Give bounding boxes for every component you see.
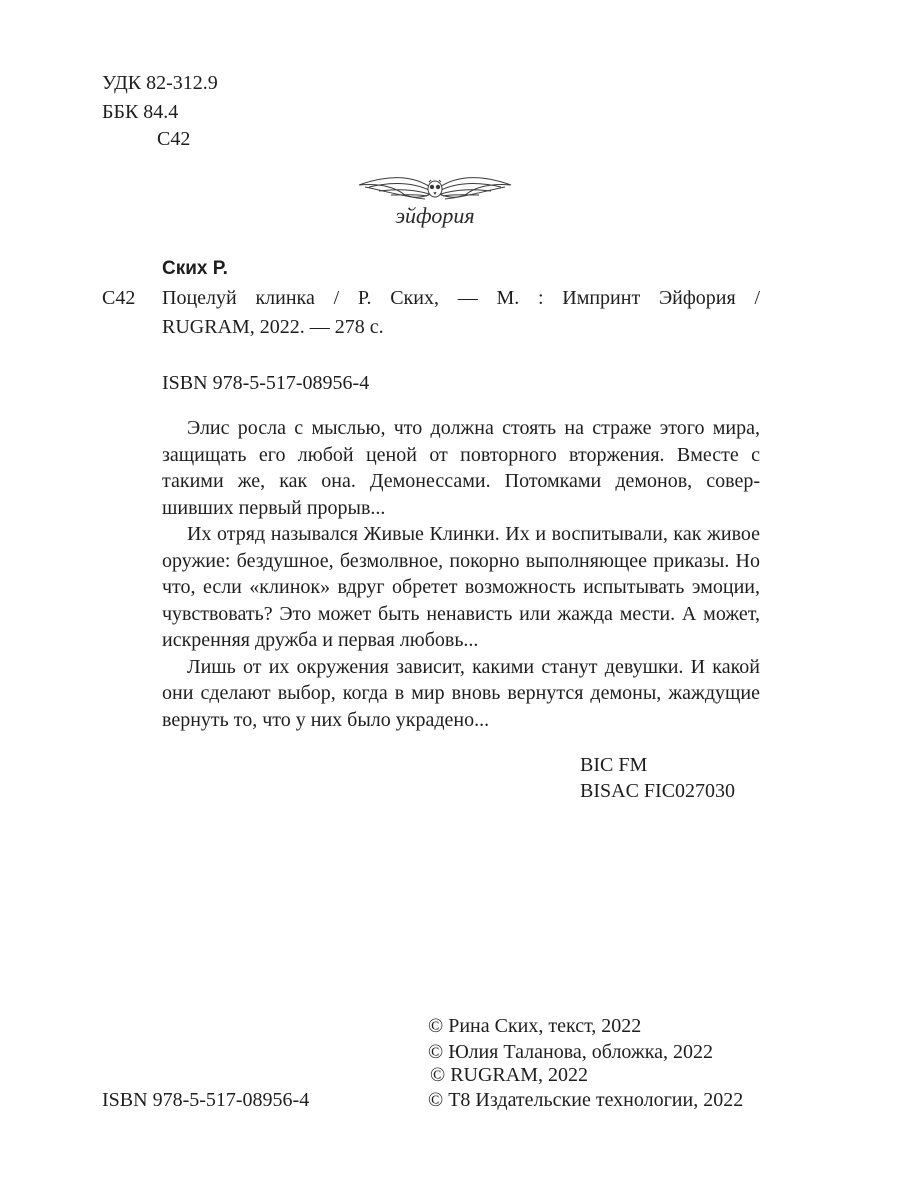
publisher-logo — [355, 165, 515, 235]
copyright-line: © RUGRAM, 2022 — [430, 1064, 588, 1086]
author-heading: Ских Р. — [162, 258, 228, 279]
annotation-paragraph: Элис росла с мыслью, что должна стоять на страже этого мира, защищать его любой ценой от повторного вторжения. Вместе с такими же, как она. Демонессами. Потомками демонов, совершивших первый прорыв... — [162, 417, 760, 519]
copyright-line: © Юлия Таланова, обложка, 2022 — [428, 1041, 714, 1063]
copyright-line: © Рина Ских, текст, 2022 — [428, 1015, 642, 1037]
annotation-paragraph: Лишь от их окружения зависит, какими станут девушки. И какой они сделают выбор, когда в мир вновь вернутся демоны, жаждущие вернуть то, что у них было украдено... — [162, 655, 760, 731]
logo-text: эйфория — [395, 203, 475, 228]
bibliographic-line-2: RUGRAM, 2022. — 278 с. — [162, 316, 384, 338]
bibliographic-line-1: Поцелуй клинка / Р. Ских, — М. : Импринт Эйфория / — [162, 287, 760, 309]
bic-code: BIC FM — [580, 754, 648, 776]
isbn-bottom: ISBN 978-5-517-08956-4 — [102, 1089, 310, 1111]
annotation — [162, 415, 760, 733]
author-mark-top: С42 — [157, 128, 191, 150]
udk-code: УДК 82-312.9 — [102, 72, 218, 94]
isbn: ISBN 978-5-517-08956-4 — [162, 372, 370, 394]
annotation-paragraph: Их отряд назывался Живые Клинки. Их и воспитывали, как живое оружие: бездушное, безмолвное, покорно выполняющее приказы. Но что, если «клинок» вдруг обретет возможность испытывать эмоции, чувствовать? Это может быть ненависть или жажда мести. А может, искренняя дружба и первая любовь... — [162, 523, 760, 651]
owl-wings-icon — [359, 178, 511, 199]
bbk-code: ББК 84.4 — [102, 101, 179, 123]
copyright-line: © Т8 Издательские технологии, 2022 — [428, 1089, 744, 1111]
bisac-code: BISAC FIC027030 — [580, 780, 736, 802]
author-mark-side: С42 — [102, 287, 136, 309]
